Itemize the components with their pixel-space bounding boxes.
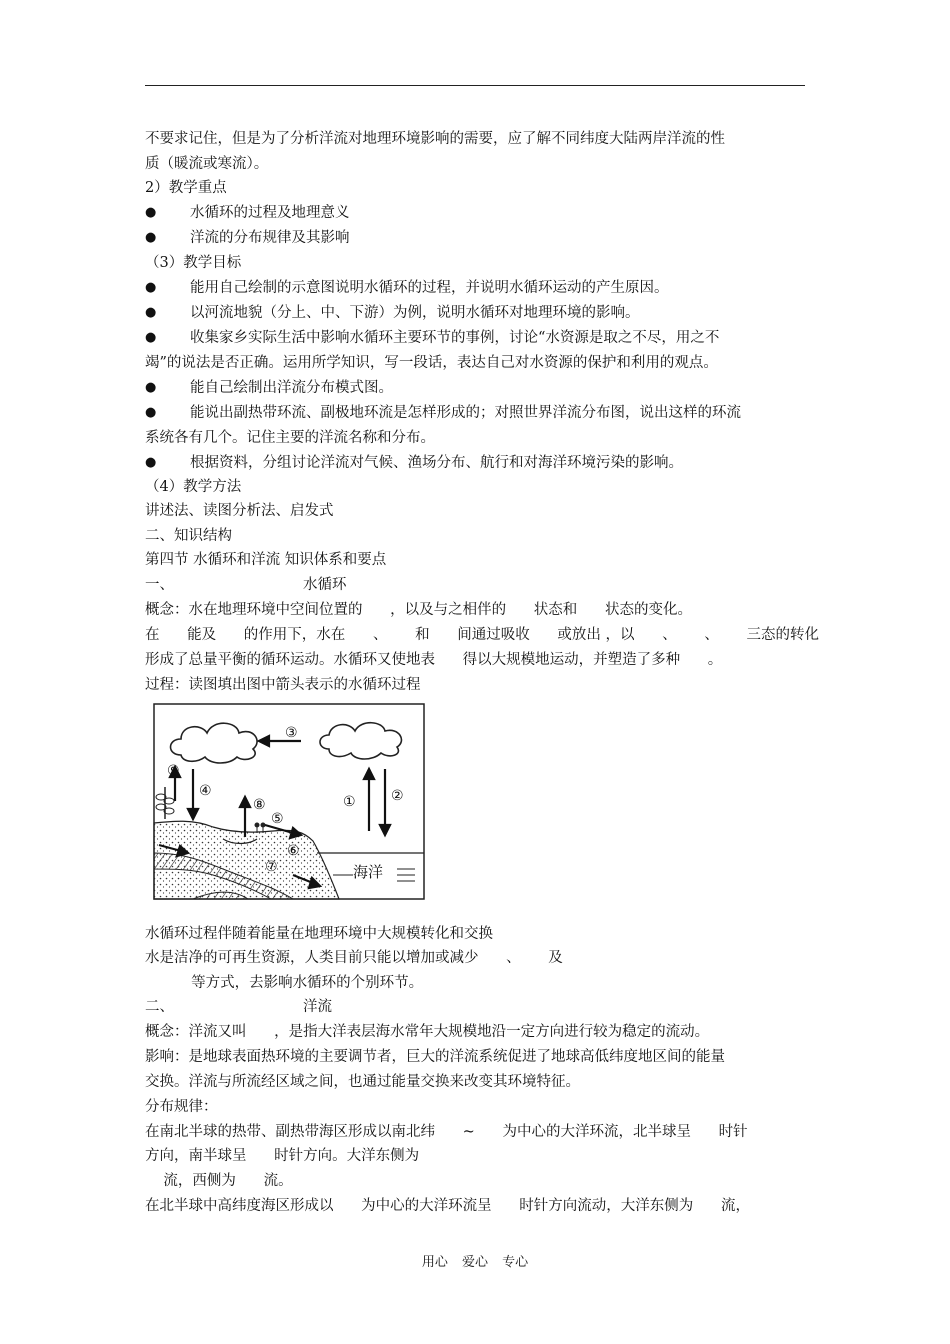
header-rule xyxy=(145,85,805,86)
section-heading: （4）教学方法 xyxy=(145,479,242,495)
text-line: 在南北半球的热带、副热带海区形成以南北纬 ~ 为中心的大洋环流，北半球呈 时针 xyxy=(145,1124,748,1140)
section-heading: 2）教学重点 xyxy=(145,180,227,196)
text-line: 质（暖流或寒流）。 xyxy=(145,156,269,172)
bullet-text: 以河流地貌（分上、中、下游）为例，说明水循环对地理环境的影响。 xyxy=(190,305,640,321)
text-line: 讲述法、读图分析法、启发式 xyxy=(145,503,334,519)
bullet-icon: ● xyxy=(145,330,157,345)
section-heading: （3）教学目标 xyxy=(145,255,242,271)
text-line: 等方式，去影响水循环的个别环节。 xyxy=(145,975,424,991)
text-line: 水是洁净的可再生资源，人类目前只能以增加或减少 、 及 xyxy=(145,950,563,966)
section-heading: 二、知识结构 xyxy=(145,528,232,544)
bullet-text: 收集家乡实际生活中影响水循环主要环节的事例，讨论“水资源是取之不尽，用之不 xyxy=(190,330,720,346)
text-line: 概念：水在地理环境中空间位置的 ，以及与之相伴的 状态和 状态的变化。 xyxy=(145,602,692,618)
bullet-icon: ● xyxy=(145,305,157,320)
section-heading: 一、 水循环 xyxy=(145,577,347,593)
bullet-text: 能自己绘制出洋流分布模式图。 xyxy=(190,380,393,396)
text-line: 不要求记住，但是为了分析洋流对地理环境影响的需要，应了解不同纬度大陆两岸洋流的性 xyxy=(145,131,725,147)
bullet-icon: ● xyxy=(145,380,157,395)
text-line: 流，西侧为 流。 xyxy=(145,1173,293,1189)
ocean-label: 海洋 xyxy=(353,863,384,881)
water-cycle-diagram xyxy=(153,703,425,900)
page-footer: 用心 爱心 专心 xyxy=(421,1255,529,1270)
text-line: 在北半球中高纬度海区形成以 为中心的大洋环流呈 时针方向流动，大洋东侧为 流， xyxy=(145,1198,750,1214)
bullet-text: 能用自己绘制的示意图说明水循环的过程，并说明水循环运动的产生原因。 xyxy=(190,280,669,296)
text-line: 形成了总量平衡的循环运动。水循环又使地表 得以大规模地运动，并塑造了多种 。 xyxy=(145,652,723,668)
text-line: 影响：是地球表面热环境的主要调节者，巨大的洋流系统促进了地球高低纬度地区间的能量 xyxy=(145,1049,725,1065)
text-line: 竭”的说法是否正确。运用所学知识，写一段话，表达自己对水资源的保护和利用的观点。 xyxy=(145,355,718,371)
text-line: 水循环过程伴随着能量在地理环境中大规模转化和交换 xyxy=(145,926,493,942)
text-line: 在 能及 的作用下，水在 、 和 间通过吸收 或放出 ，以 、 、 三态的转化 xyxy=(145,627,819,643)
label-2: ② xyxy=(391,788,404,804)
label-7: ⑦ xyxy=(265,859,278,875)
bullet-icon: ● xyxy=(145,455,157,470)
text-line: 方向，南半球呈 时针方向。大洋东侧为 xyxy=(145,1148,420,1164)
bullet-icon: ● xyxy=(145,230,157,245)
label-5: ⑤ xyxy=(271,811,284,827)
text-line: 系统各有几个。记住主要的洋流名称和分布。 xyxy=(145,430,435,446)
bullet-text: 根据资料，分组讨论洋流对气候、渔场分布、航行和对海洋环境污染的影响。 xyxy=(190,455,683,471)
text-line: 过程：读图填出图中箭头表示的水循环过程 xyxy=(145,677,421,693)
bullet-icon: ● xyxy=(145,405,157,420)
text-line: 第四节 水循环和洋流 知识体系和要点 xyxy=(145,552,387,568)
section-heading: 二、 洋流 xyxy=(145,999,333,1015)
bullet-text: 能说出副热带环流、副极地环流是怎样形成的；对照世界洋流分布图，说出这样的环流 xyxy=(190,405,741,421)
label-4: ④ xyxy=(199,783,212,799)
bullet-text: 水循环的过程及地理意义 xyxy=(190,205,350,221)
text-line: 概念：洋流又叫 ，是指大洋表层海水常年大规模地沿一定方向进行较为稳定的流动。 xyxy=(145,1024,710,1040)
label-8: ⑧ xyxy=(253,797,266,813)
label-6: ⑥ xyxy=(287,843,300,859)
text-line: 分布规律： xyxy=(145,1099,218,1115)
text-line: 交换。洋流与所流经区域之间，也通过能量交换来改变其环境特征。 xyxy=(145,1074,580,1090)
bullet-icon: ● xyxy=(145,205,157,220)
label-9: ⑨ xyxy=(167,763,180,779)
label-1: ① xyxy=(343,794,356,810)
bullet-icon: ● xyxy=(145,280,157,295)
bullet-text: 洋流的分布规律及其影响 xyxy=(190,230,350,246)
label-3: ③ xyxy=(285,725,298,741)
